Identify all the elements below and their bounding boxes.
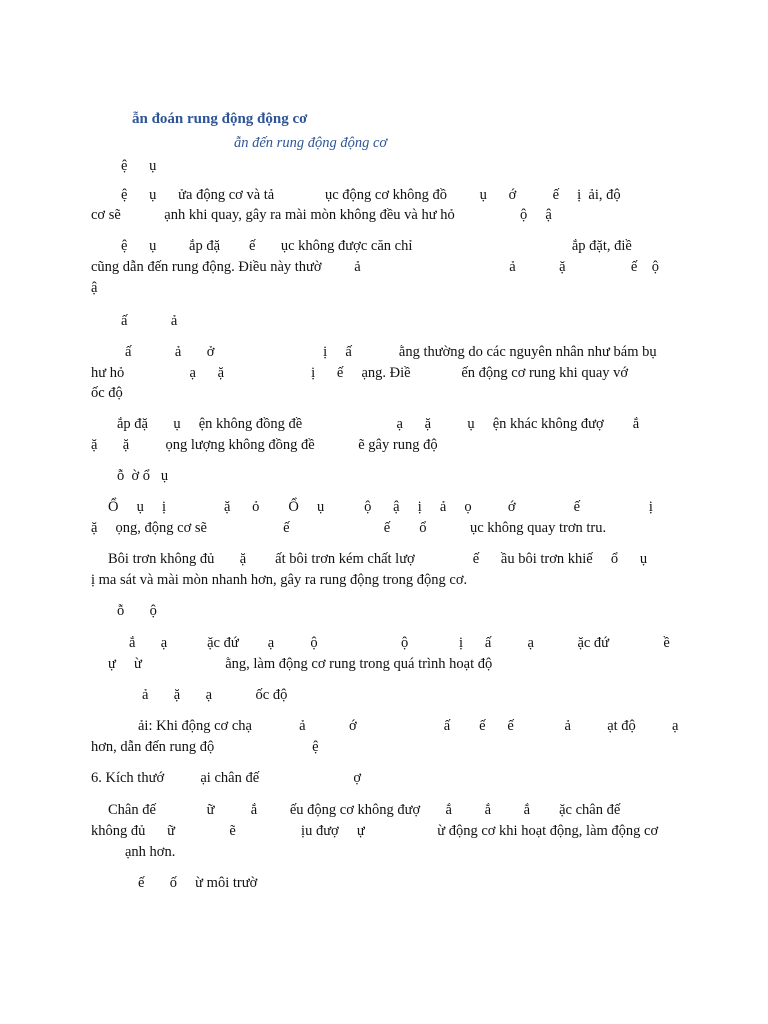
section-heading-3: ỗ ờ ổ ụ	[117, 468, 169, 484]
paragraph-2-line-1: ệ ụ ắp đặ ế ục không được căn chỉ ắp đặt, điề	[121, 238, 632, 254]
section-heading-4: ỗ ộ	[117, 603, 157, 619]
paragraph-5-line-2: ặ ọng, động cơ sẽ ế ế ổ ục không quay trơn tru.	[91, 520, 607, 536]
paragraph-5-line-1: Ổ ụ ị ặ ỏ Ổ ụ ộ ậ ị ả ọ ớ ế ị	[108, 499, 653, 515]
paragraph-3-line-3: ốc độ	[91, 385, 123, 401]
section-heading-5: ả ặ ạ ốc độ	[142, 687, 288, 703]
paragraph-8-line-1: ải: Khi động cơ chạ ả ớ ấ ế ế ả ạt độ ạ	[138, 718, 679, 734]
paragraph-3-line-1: ấ ả ở ị ấ ằng thường do các nguyên nhân như bám bụ	[125, 344, 657, 360]
paragraph-1-line-2: cơ sẽ ạnh khi quay, gây ra mài mòn không đều và hư hỏ ộ ậ	[91, 207, 552, 223]
section-heading-2: ấ ả	[121, 313, 178, 329]
paragraph-2-line-2: cũng dẫn đến rung động. Điều này thườ ả ả ặ ế ộ	[91, 259, 660, 275]
paragraph-1-line-1: ệ ụ ửa động cơ và tả ục động cơ không đồ ụ ớ ế ị ải, độ	[121, 187, 621, 203]
paragraph-2-line-3: ậ	[91, 280, 98, 296]
document-subtitle: ẫn đến rung động động cơ	[234, 135, 388, 151]
paragraph-9-line-1: Chân đế ữ ắ ếu động cơ không đượ ắ ắ ắ ặc chân đế	[108, 802, 621, 818]
section-heading-1: ệ ụ	[121, 158, 157, 174]
section-heading-7: ế ố ừ môi trườ	[138, 875, 258, 891]
paragraph-9-line-3: ạnh hơn.	[125, 844, 176, 860]
paragraph-8-line-2: hơn, dẫn đến rung độ ệ	[91, 739, 319, 755]
paragraph-3-line-2: hư hỏ ạ ặ ị ế ạng. Điề ến động cơ rung khi quay vớ	[91, 365, 629, 381]
paragraph-7-line-1: ắ ạ ặc đứ ạ ộ ộ ị ấ ạ ặc đứ ề	[129, 635, 670, 651]
paragraph-9-line-2: không đủ ữ ẽ ịu đượ ự ừ động cơ khi hoạt động, làm động cơ	[91, 823, 659, 839]
paragraph-6-line-2: ị ma sát và mài mòn nhanh hơn, gây ra rung động trong động cơ.	[91, 572, 468, 588]
document-title: ẫn đoán rung động động cơ	[132, 111, 308, 127]
paragraph-6-line-1: Bôi trơn không đủ ặ ất bôi trơn kém chất lượ ế ầu bôi trơn khiế ổ ụ	[108, 551, 648, 567]
section-heading-6: 6. Kích thướ ại chân đế ợ	[91, 770, 362, 786]
paragraph-4-line-1: ắp đặ ụ ện không đồng đề ạ ặ ụ ện khác không đượ ắ	[117, 416, 640, 432]
paragraph-7-line-2: ự ừ ằng, làm động cơ rung trong quá trình hoạt độ	[108, 656, 493, 672]
paragraph-4-line-2: ặ ặ ọng lượng không đồng đề ẽ gây rung độ	[91, 437, 438, 453]
